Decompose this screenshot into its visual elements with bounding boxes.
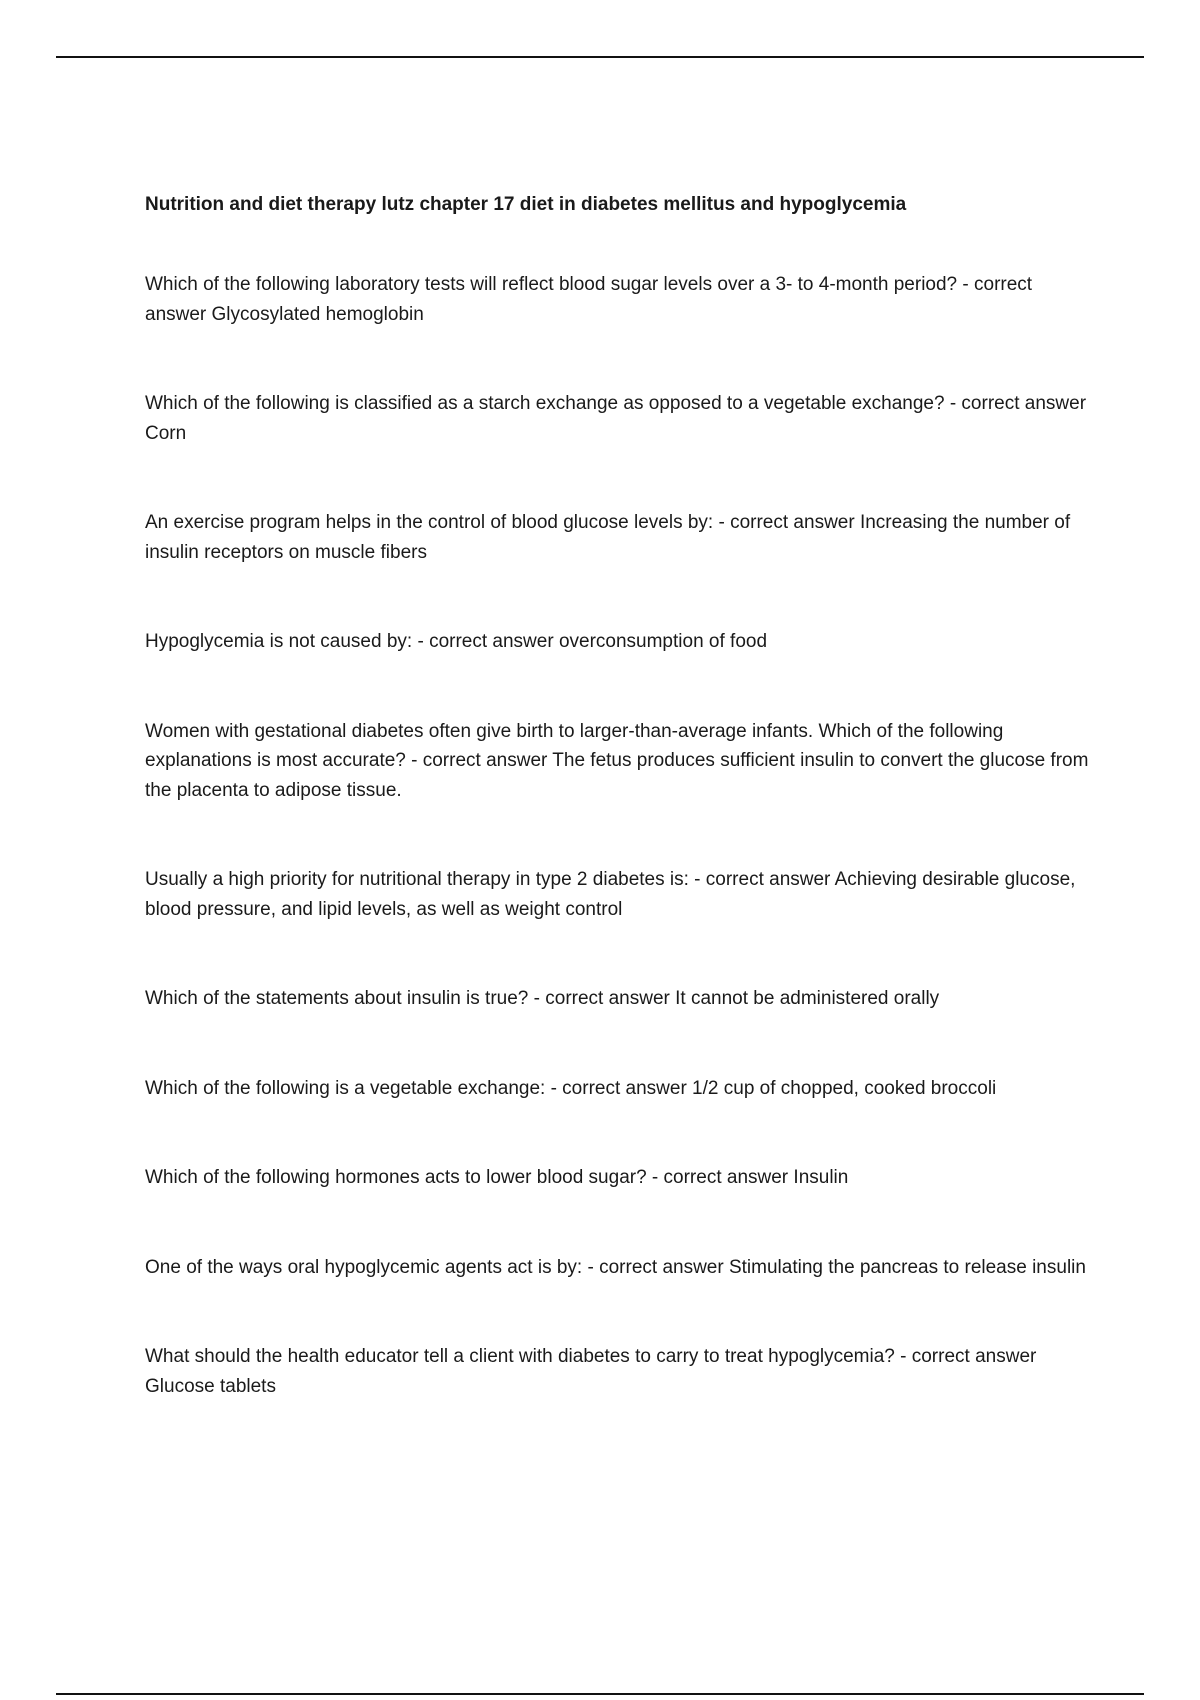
qa-item: Usually a high priority for nutritional therapy in type 2 diabetes is: - correct answer Achieving desirable glucose, blood pressure, and lipid levels, as well as weight control [145,869,1076,920]
bottom-rule [56,1693,1144,1695]
document-title: Nutrition and diet therapy lutz chapter 17 diet in diabetes mellitus and hypoglycemia [145,194,907,215]
qa-item: An exercise program helps in the control of blood glucose levels by: - correct answer Increasing the number of insulin receptors on muscle fibers [145,512,1071,563]
document-body [145,192,1095,1401]
qa-item: What should the health educator tell a client with diabetes to carry to treat hypoglycemia? - correct answer Glucose tablets [145,1346,1037,1397]
question-answer-list [145,270,1095,1401]
qa-item: Which of the following is a vegetable exchange: - correct answer 1/2 cup of chopped, cooked broccoli [145,1077,997,1099]
qa-item: Which of the statements about insulin is true? - correct answer It cannot be administered orally [145,988,940,1009]
qa-item: Women with gestational diabetes often give birth to larger-than-average infants. Which of the following explanations is most accurate? - correct answer The fetus produces sufficient insulin to convert the glucose from the placenta to adipose tissue. [145,720,1089,801]
qa-item: One of the ways oral hypoglycemic agents act is by: - correct answer Stimulating the pancreas to release insulin [145,1256,1086,1278]
qa-item: Which of the following laboratory tests will reflect blood sugar levels over a 3- to 4-month period? - correct answer Glycosylated hemoglobin [145,274,1033,325]
qa-item: Which of the following hormones acts to lower blood sugar? - correct answer Insulin [145,1167,849,1188]
top-rule [56,56,1144,58]
qa-item: Which of the following is classified as a starch exchange as opposed to a vegetable exchange? - correct answer Corn [145,393,1087,444]
qa-item: Hypoglycemia is not caused by: - correct answer overconsumption of food [145,631,768,652]
